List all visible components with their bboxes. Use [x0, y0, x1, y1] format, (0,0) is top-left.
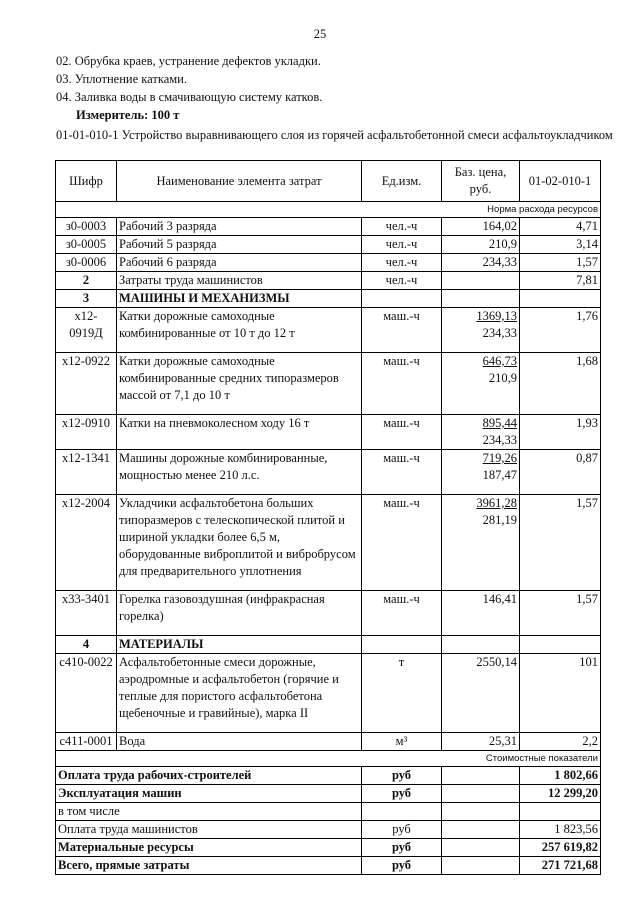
header-price-line1: Баз. цена,	[454, 165, 507, 179]
norm-title: 01-01-010-1 Устройство выравнивающего слоя из горячей асфальтобетонной смеси асфальтоукладчиком	[56, 128, 613, 142]
row-code: с410-0022	[56, 654, 117, 733]
row-price-base: 1369,13	[476, 309, 517, 323]
row-norm: 4,71	[520, 218, 601, 236]
header-norm: 01-02-010-1	[520, 161, 601, 202]
total-value: 1 823,56	[520, 821, 601, 839]
row-code: з0-0006	[56, 254, 117, 272]
row-name: Асфальтобетонные смеси дорожные, аэродромные и асфальтобетон (горячие и теплые для пористого асфальтобетона щебеночные и гравийные), марка II	[117, 654, 362, 733]
row-price-wage: 210,9	[488, 371, 517, 385]
row-code: х12-0919Д	[56, 308, 117, 353]
section-row	[56, 272, 601, 290]
row-price-wage: 281,19	[482, 513, 517, 527]
row-norm: 101	[520, 654, 601, 733]
row-norm: 1,57	[520, 495, 601, 591]
table-row	[56, 591, 601, 636]
section-unit	[362, 636, 442, 654]
total-unit	[362, 803, 442, 821]
header-code: Шифр	[56, 161, 117, 202]
row-price	[442, 308, 520, 353]
row-code: з0-0003	[56, 218, 117, 236]
row-price: 210,9	[442, 236, 520, 254]
row-price: 234,33	[442, 254, 520, 272]
row-name: Рабочий 3 разряда	[117, 218, 362, 236]
row-name: Горелка газовоздушная (инфракрасная горелка)	[117, 591, 362, 636]
row-name: Рабочий 5 разряда	[117, 236, 362, 254]
row-price	[442, 591, 520, 636]
section-row	[56, 290, 601, 308]
caption-costs: Стоимостные показатели	[56, 751, 601, 767]
row-code: х12-1341	[56, 450, 117, 495]
table-header-row	[56, 161, 601, 202]
intro-block	[56, 52, 616, 142]
row-norm: 1,57	[520, 591, 601, 636]
caption-row	[56, 751, 601, 767]
section-row	[56, 636, 601, 654]
row-norm: 1,57	[520, 254, 601, 272]
section-price	[442, 636, 520, 654]
row-code: х12-0922	[56, 353, 117, 415]
section-norm	[520, 290, 601, 308]
row-code: х12-2004	[56, 495, 117, 591]
row-code: х12-0910	[56, 415, 117, 450]
total-empty	[442, 803, 520, 821]
total-label: Материальные ресурсы	[56, 839, 362, 857]
caption-row	[56, 202, 601, 218]
total-row	[56, 821, 601, 839]
header-price-line2: руб.	[469, 182, 492, 196]
table-row	[56, 308, 601, 353]
row-unit: м³	[362, 733, 442, 751]
row-price-base: 646,73	[482, 354, 517, 368]
total-empty	[442, 839, 520, 857]
cost-table	[55, 160, 601, 875]
total-empty	[442, 767, 520, 785]
total-empty	[442, 857, 520, 875]
section-name: Затраты труда машинистов	[117, 272, 362, 290]
row-unit: маш.-ч	[362, 450, 442, 495]
row-norm: 1,68	[520, 353, 601, 415]
section-unit: чел.-ч	[362, 272, 442, 290]
row-price-wage: 187,47	[482, 468, 517, 482]
table-row	[56, 450, 601, 495]
row-price	[442, 450, 520, 495]
total-unit: руб	[362, 785, 442, 803]
intro-line-2: 03. Уплотнение катками.	[56, 72, 187, 86]
row-unit: маш.-ч	[362, 591, 442, 636]
table-row	[56, 415, 601, 450]
total-label: Оплата труда рабочих-строителей	[56, 767, 362, 785]
total-value: 257 619,82	[520, 839, 601, 857]
row-norm: 3,14	[520, 236, 601, 254]
table-row	[56, 353, 601, 415]
row-price	[442, 353, 520, 415]
row-price	[442, 495, 520, 591]
total-empty	[442, 785, 520, 803]
row-norm: 1,76	[520, 308, 601, 353]
total-row	[56, 857, 601, 875]
section-unit	[362, 290, 442, 308]
section-code: 3	[56, 290, 117, 308]
row-price-base: 719,26	[482, 451, 517, 465]
table-row	[56, 654, 601, 733]
row-norm: 0,87	[520, 450, 601, 495]
row-unit: маш.-ч	[362, 353, 442, 415]
table-row	[56, 254, 601, 272]
total-empty	[442, 821, 520, 839]
row-name: Катки дорожные самоходные комбинированные от 10 т до 12 т	[117, 308, 362, 353]
section-code: 4	[56, 636, 117, 654]
row-unit: маш.-ч	[362, 495, 442, 591]
table-row	[56, 495, 601, 591]
section-norm	[520, 636, 601, 654]
total-label: Оплата труда машинистов	[56, 821, 362, 839]
total-unit: руб	[362, 767, 442, 785]
total-row	[56, 767, 601, 785]
section-norm: 7,81	[520, 272, 601, 290]
row-price-wage: 234,33	[482, 326, 517, 340]
row-unit: маш.-ч	[362, 308, 442, 353]
header-unit: Ед.изм.	[362, 161, 442, 202]
row-price: 25,31	[442, 733, 520, 751]
total-row	[56, 785, 601, 803]
row-price-base: 146,41	[482, 592, 517, 606]
materials-group	[56, 654, 601, 751]
table-row	[56, 218, 601, 236]
total-label: Эксплуатация машин	[56, 785, 362, 803]
total-unit: руб	[362, 857, 442, 875]
row-price	[442, 415, 520, 450]
page-number: 25	[313, 27, 327, 41]
total-unit: руб	[362, 821, 442, 839]
total-value: 12 299,20	[520, 785, 601, 803]
section-code: 2	[56, 272, 117, 290]
row-name: Вода	[117, 733, 362, 751]
row-unit: чел.-ч	[362, 254, 442, 272]
section-price	[442, 290, 520, 308]
total-label: в том числе	[56, 803, 362, 821]
row-price-base: 895,44	[482, 416, 517, 430]
row-unit: маш.-ч	[362, 415, 442, 450]
intro-line-3: 04. Заливка воды в смачивающую систему катков.	[56, 90, 323, 104]
row-name: Рабочий 6 разряда	[117, 254, 362, 272]
header-price	[442, 161, 520, 202]
caption-norms: Норма расхода ресурсов	[56, 202, 601, 218]
total-value	[520, 803, 601, 821]
row-code: з0-0005	[56, 236, 117, 254]
row-name: Катки на пневмоколесном ходу 16 т	[117, 415, 362, 450]
table-row	[56, 236, 601, 254]
row-code: с411-0001	[56, 733, 117, 751]
row-code: х33-3401	[56, 591, 117, 636]
total-row	[56, 839, 601, 857]
total-label: Всего, прямые затраты	[56, 857, 362, 875]
row-price-base: 3961,28	[476, 496, 517, 510]
intro-line-1: 02. Обрубка краев, устранение дефектов укладки.	[56, 54, 321, 68]
header-name: Наименование элемента затрат	[117, 161, 362, 202]
section-name: МАШИНЫ И МЕХАНИЗМЫ	[117, 290, 362, 308]
section-name: МАТЕРИАЛЫ	[117, 636, 362, 654]
measure-unit: Измеритель: 100 т	[76, 108, 180, 122]
row-price: 164,02	[442, 218, 520, 236]
row-price: 2550,14	[442, 654, 520, 733]
total-row	[56, 803, 601, 821]
totals-group	[56, 767, 601, 875]
table-row	[56, 733, 601, 751]
row-name: Укладчики асфальтобетона больших типоразмеров с телескопической плитой и шириной укладки более 6,5 м, оборудованные виброплитой и вибробрусом для предварительного уплотнения	[117, 495, 362, 591]
workers-group	[56, 218, 601, 272]
row-unit: чел.-ч	[362, 218, 442, 236]
machines-group	[56, 308, 601, 636]
row-unit: чел.-ч	[362, 236, 442, 254]
row-name: Катки дорожные самоходные комбинированные средних типоразмеров массой от 7,1 до 10 т	[117, 353, 362, 415]
row-norm: 2,2	[520, 733, 601, 751]
total-value: 1 802,66	[520, 767, 601, 785]
section-price	[442, 272, 520, 290]
row-unit: т	[362, 654, 442, 733]
total-value: 271 721,68	[520, 857, 601, 875]
row-price-wage: 234,33	[482, 433, 517, 447]
row-name: Машины дорожные комбинированные, мощностью менее 210 л.с.	[117, 450, 362, 495]
row-norm: 1,93	[520, 415, 601, 450]
total-unit: руб	[362, 839, 442, 857]
